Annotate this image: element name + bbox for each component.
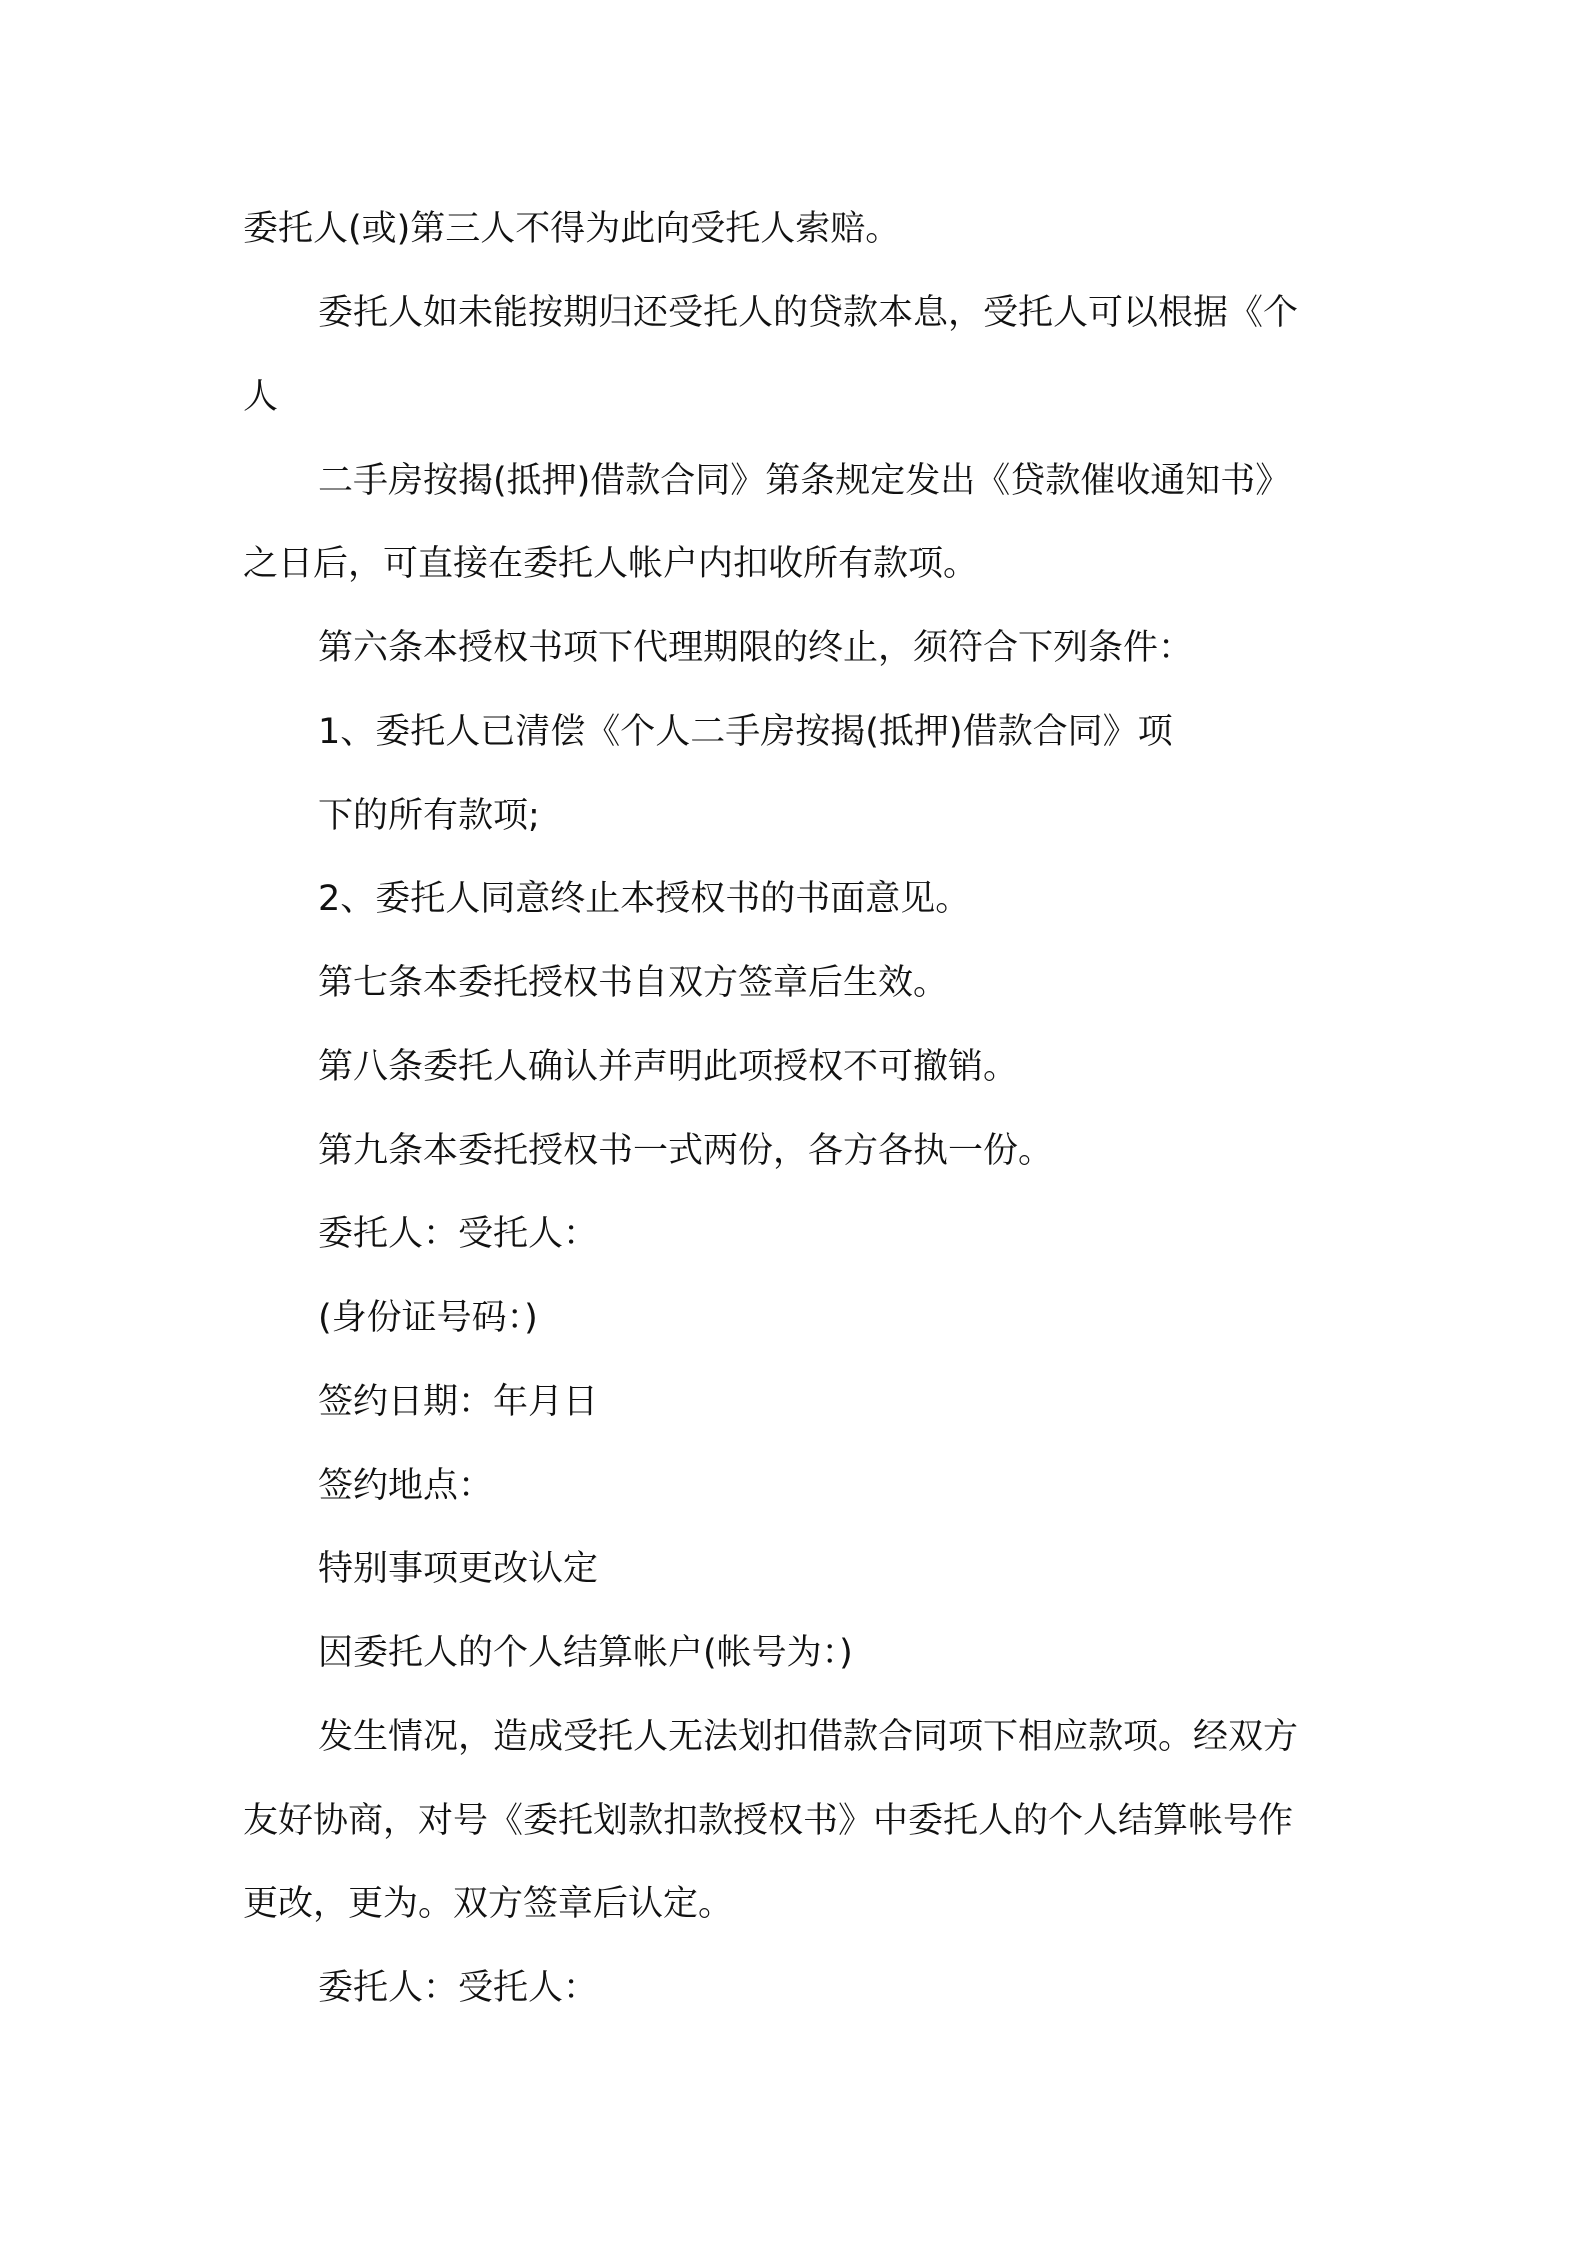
text-line-13: 委托人：受托人： [318,1214,599,1254]
text-line-8: 下的所有款项; [318,796,540,836]
text-line-16: 签约地点： [318,1466,494,1506]
text-line-19: 发生情况，造成受托人无法划扣借款合同项下相应款项。经双方 [318,1717,1299,1757]
text-line-17: 特别事项更改认定 [318,1549,599,1589]
text-line-5: 之日后，可直接在委托人帐户内扣收所有款项。 [243,544,979,584]
text-line-11: 第八条委托人确认并声明此项授权不可撤销。 [318,1047,1019,1087]
text-line-2: 委托人如未能按期归还受托人的贷款本息，受托人可以根据《个 [318,293,1299,333]
text-line-6: 第六条本授权书项下代理期限的终止，须符合下列条件： [318,628,1194,668]
text-line-22: 委托人：受托人： [318,1968,599,2008]
text-line-7: 1、委托人已清偿《个人二手房按揭(抵押)借款合同》项 [318,712,1173,752]
text-line-10: 第七条本委托授权书自双方签章后生效。 [318,963,949,1003]
text-line-21: 更改，更为。双方签章后认定。 [243,1884,734,1924]
text-line-15: 签约日期：年月日 [318,1382,599,1422]
text-line-14: (身份证号码：) [318,1298,538,1338]
text-line-1: 委托人(或)第三人不得为此向受托人索赔。 [243,209,901,249]
text-line-4: 二手房按揭(抵押)借款合同》第条规定发出《贷款催收通知书》 [318,461,1291,501]
text-line-12: 第九条本委托授权书一式两份，各方各执一份。 [318,1131,1054,1171]
text-line-9: 2、委托人同意终止本授权书的书面意见。 [318,879,971,919]
text-line-18: 因委托人的个人结算帐户(帐号为：) [318,1633,853,1673]
text-line-3: 人 [243,377,279,417]
text-line-20: 友好协商，对号《委托划款扣款授权书》中委托人的个人结算帐号作 [243,1801,1294,1841]
